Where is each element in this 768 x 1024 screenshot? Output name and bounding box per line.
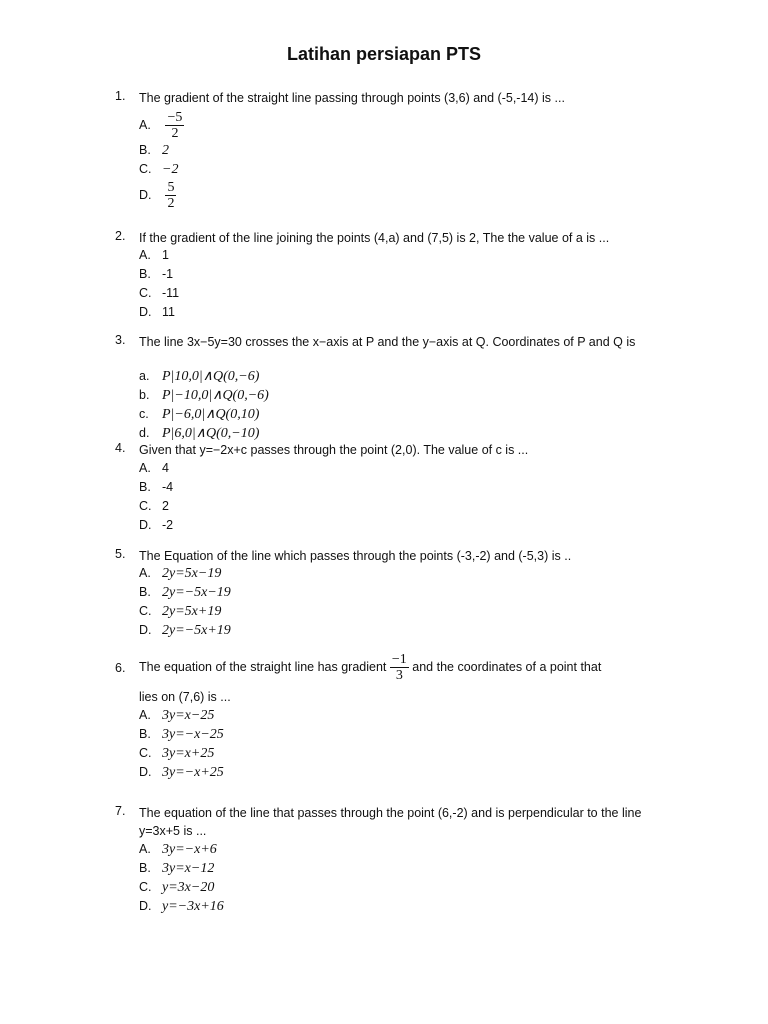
fraction-denominator: 3 <box>395 668 403 683</box>
option-label: d. <box>139 426 150 440</box>
option-a <box>139 564 231 583</box>
option-c <box>139 284 179 303</box>
option-a <box>139 459 173 478</box>
option-list <box>139 109 184 211</box>
option-value: -1 <box>162 267 174 281</box>
option-d <box>139 763 224 782</box>
option-label: A. <box>139 118 151 132</box>
option-value: y=3x−20 <box>162 880 215 895</box>
option-label: C. <box>139 162 152 176</box>
option-label: B. <box>139 267 151 281</box>
option-value: 2y=−5x+19 <box>162 623 231 638</box>
option-label: B. <box>139 143 151 157</box>
option-label: B. <box>139 861 151 875</box>
option-label: a. <box>139 369 150 383</box>
option-value: 2y=5x−19 <box>162 566 222 581</box>
option-b <box>139 725 224 744</box>
option-value: -2 <box>162 518 174 532</box>
option-label: D. <box>139 765 152 779</box>
option-value: 3y=−x−25 <box>162 727 224 742</box>
option-d <box>139 516 173 535</box>
option-label: C. <box>139 286 152 300</box>
option-label: A. <box>139 566 151 580</box>
fraction-numerator: 5 <box>167 180 175 196</box>
option-d <box>139 179 184 211</box>
option-b <box>139 478 173 497</box>
option-value: 2 <box>162 143 169 158</box>
option-label: D. <box>139 188 152 202</box>
option-list <box>139 840 224 916</box>
option-value: 3y=x+25 <box>162 746 215 761</box>
question-number: 3. <box>115 333 126 347</box>
option-list <box>139 367 269 443</box>
option-value: 2y=5x+19 <box>162 604 222 619</box>
option-value: -11 <box>162 286 180 300</box>
question-number: 6. <box>115 661 126 675</box>
option-label: B. <box>139 727 151 741</box>
option-c <box>139 497 173 516</box>
option-label: A. <box>139 842 151 856</box>
option-a <box>139 109 184 141</box>
option-b <box>139 265 179 284</box>
option-value: 3y=−x+6 <box>162 842 217 857</box>
fraction-numerator: −1 <box>391 652 407 667</box>
option-value: 3y=x−25 <box>162 708 215 723</box>
option-list <box>139 459 173 535</box>
fraction <box>390 652 409 683</box>
option-c <box>139 405 269 424</box>
question-stem: If the gradient of the line joining the points (4,a) and (7,5) is 2, The the value of a is ... <box>139 231 610 245</box>
option-label: D. <box>139 899 152 913</box>
option-c <box>139 878 224 897</box>
option-a <box>139 246 179 265</box>
option-value: 1 <box>162 248 169 262</box>
option-value: -4 <box>162 480 174 494</box>
option-list <box>139 706 224 782</box>
option-d <box>139 621 231 640</box>
option-label: C. <box>139 746 152 760</box>
option-label: D. <box>139 518 152 532</box>
question-number: 7. <box>115 804 126 818</box>
question-stem: Given that y=−2x+c passes through the point (2,0). The value of c is ... <box>139 443 529 457</box>
option-a <box>139 367 269 386</box>
option-label: A. <box>139 708 151 722</box>
fraction-denominator: 2 <box>171 126 179 142</box>
question-stem: The line 3x−5y=30 crosses the x−axis at P and the y−axis at Q. Coordinates of P and Q is <box>139 335 636 349</box>
option-label: C. <box>139 499 152 513</box>
option-label: D. <box>139 305 152 319</box>
question-number: 4. <box>115 441 126 455</box>
option-value: 3y=x−12 <box>162 861 215 876</box>
option-label: A. <box>139 461 151 475</box>
option-value: P|6,0|∧Q(0,−10) <box>162 426 260 441</box>
option-value: 3y=−x+25 <box>162 765 224 780</box>
option-list <box>139 246 179 322</box>
option-a <box>139 706 224 725</box>
option-c <box>139 160 184 179</box>
option-label: B. <box>139 585 151 599</box>
option-c <box>139 744 224 763</box>
option-label: B. <box>139 480 151 494</box>
option-a <box>139 840 224 859</box>
option-value: −2 <box>162 162 179 177</box>
option-value: 4 <box>162 461 169 475</box>
option-list <box>139 564 231 640</box>
option-label: A. <box>139 248 151 262</box>
option-label: D. <box>139 623 152 637</box>
question-stem <box>139 652 684 706</box>
fraction <box>165 110 184 141</box>
option-value: y=−3x+16 <box>162 899 224 914</box>
option-label: b. <box>139 388 150 402</box>
question-stem-text: The equation of the straight line has gradient <box>139 659 387 674</box>
option-label: c. <box>139 407 149 421</box>
question-number: 5. <box>115 547 126 561</box>
question-number: 2. <box>115 229 126 243</box>
option-b <box>139 141 184 160</box>
option-value: P|−6,0|∧Q(0,10) <box>162 407 260 422</box>
fraction-numerator: −5 <box>167 110 183 126</box>
question-stem: The Equation of the line which passes through the points (-3,-2) and (-5,3) is .. <box>139 549 572 563</box>
page-title: Latihan persiapan PTS <box>286 44 482 64</box>
question-stem: The gradient of the straight line passing through points (3,6) and (-5,-14) is ... <box>139 91 565 105</box>
option-value: P|10,0|∧Q(0,−6) <box>162 369 260 384</box>
option-b <box>139 583 231 602</box>
option-value: 11 <box>162 305 175 319</box>
question-stem-line2: lies on (7,6) is ... <box>139 690 231 704</box>
option-label: C. <box>139 880 152 894</box>
option-c <box>139 602 231 621</box>
option-d <box>139 897 224 916</box>
question-stem-text: and the coordinates of a point that <box>412 659 602 674</box>
option-label: C. <box>139 604 152 618</box>
option-value: 2y=−5x−19 <box>162 585 231 600</box>
option-value: P|−10,0|∧Q(0,−6) <box>162 388 269 403</box>
fraction <box>165 180 176 211</box>
fraction-denominator: 2 <box>167 196 175 212</box>
option-b <box>139 386 269 405</box>
option-b <box>139 859 224 878</box>
option-d <box>139 303 179 322</box>
option-value: 2 <box>162 499 169 513</box>
question-stem: The equation of the line that passes through the point (6,-2) and is perpendicular to the line y=3x+5 is ... <box>139 806 642 838</box>
question-number: 1. <box>115 89 126 103</box>
